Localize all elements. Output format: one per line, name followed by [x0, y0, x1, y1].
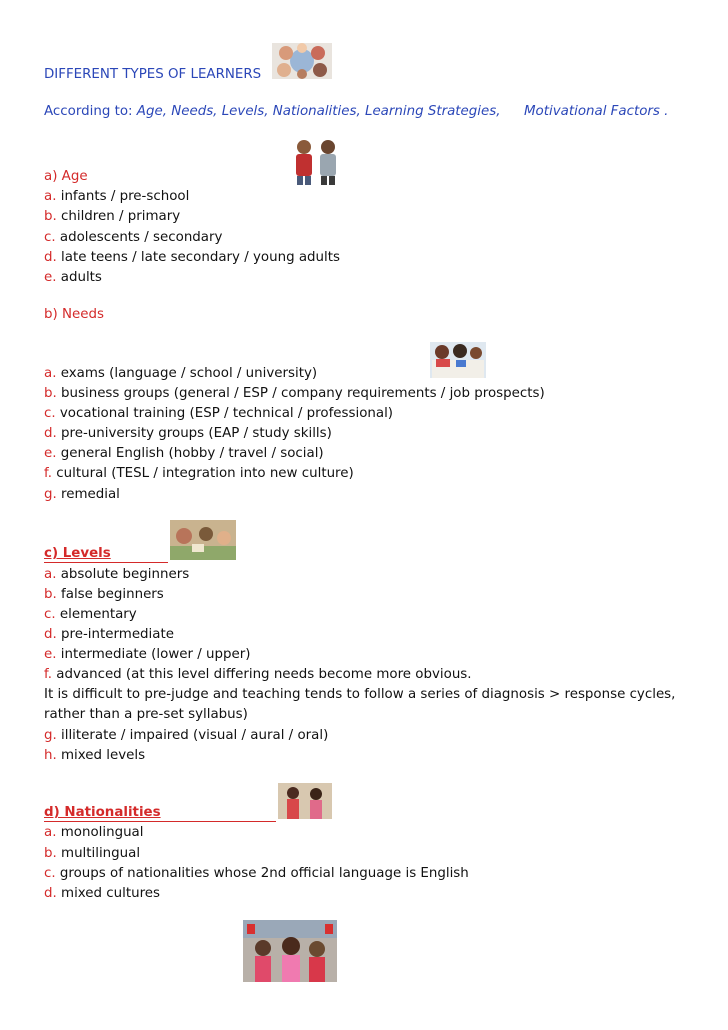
- intro-last: Motivational Factors .: [524, 104, 669, 119]
- list-item: a. infants / pre-school: [44, 189, 190, 204]
- list-item: g. illiterate / impaired (visual / aural / oral): [44, 728, 329, 743]
- heading-underline: [44, 562, 168, 563]
- list-item: f. advanced (at this level differing needs become more obvious.: [44, 667, 472, 682]
- section-heading-age: a) Age: [44, 169, 88, 184]
- levels-note-line2: rather than a pre-set syllabus): [44, 707, 248, 722]
- photo-children: [288, 137, 344, 185]
- list-item: e. general English (hobby / travel / social): [44, 446, 324, 461]
- photo-students-writing: [430, 342, 486, 378]
- section-heading-levels: c) Levels: [44, 546, 111, 561]
- list-item: c. vocational training (ESP / technical / professional): [44, 406, 394, 421]
- list-item: g. remedial: [44, 487, 120, 502]
- intro-prefix: According to:: [44, 104, 133, 119]
- list-item: b. multilingual: [44, 846, 141, 861]
- section-heading-needs: b) Needs: [44, 307, 104, 322]
- list-item: e. intermediate (lower / upper): [44, 647, 251, 662]
- intro-line: [44, 104, 500, 120]
- list-item: d. pre-university groups (EAP / study skills): [44, 426, 332, 441]
- list-item: c. adolescents / secondary: [44, 230, 223, 245]
- list-item: b. false beginners: [44, 587, 164, 602]
- photo-classroom: [170, 520, 236, 560]
- page-title: DIFFERENT TYPES OF LEARNERS: [44, 67, 262, 82]
- list-item: a. monolingual: [44, 825, 144, 840]
- photo-hands-circle: [272, 43, 332, 79]
- list-item: b. business groups (general / ESP / company requirements / job prospects): [44, 386, 545, 401]
- list-item: d. pre-intermediate: [44, 627, 174, 642]
- levels-note-line1: It is difficult to pre-judge and teaching tends to follow a series of diagnosis > response cycles,: [44, 687, 676, 702]
- list-item: b. children / primary: [44, 209, 181, 224]
- heading-underline: [44, 821, 276, 822]
- list-item: d. late teens / late secondary / young adults: [44, 250, 340, 265]
- list-item: e. adults: [44, 270, 102, 285]
- photo-parade: [243, 920, 337, 982]
- list-item: c. elementary: [44, 607, 137, 622]
- list-item: h. mixed levels: [44, 748, 146, 763]
- list-item: d. mixed cultures: [44, 886, 161, 901]
- section-heading-nationalities: d) Nationalities: [44, 805, 161, 820]
- list-item: a. exams (language / school / university): [44, 366, 318, 381]
- photo-dancers: [278, 783, 332, 819]
- list-item: f. cultural (TESL / integration into new culture): [44, 466, 354, 481]
- intro-criteria: Age, Needs, Levels, Nationalities, Learning Strategies,: [136, 104, 501, 119]
- list-item: c. groups of nationalities whose 2nd official language is English: [44, 866, 469, 881]
- list-item: a. absolute beginners: [44, 567, 190, 582]
